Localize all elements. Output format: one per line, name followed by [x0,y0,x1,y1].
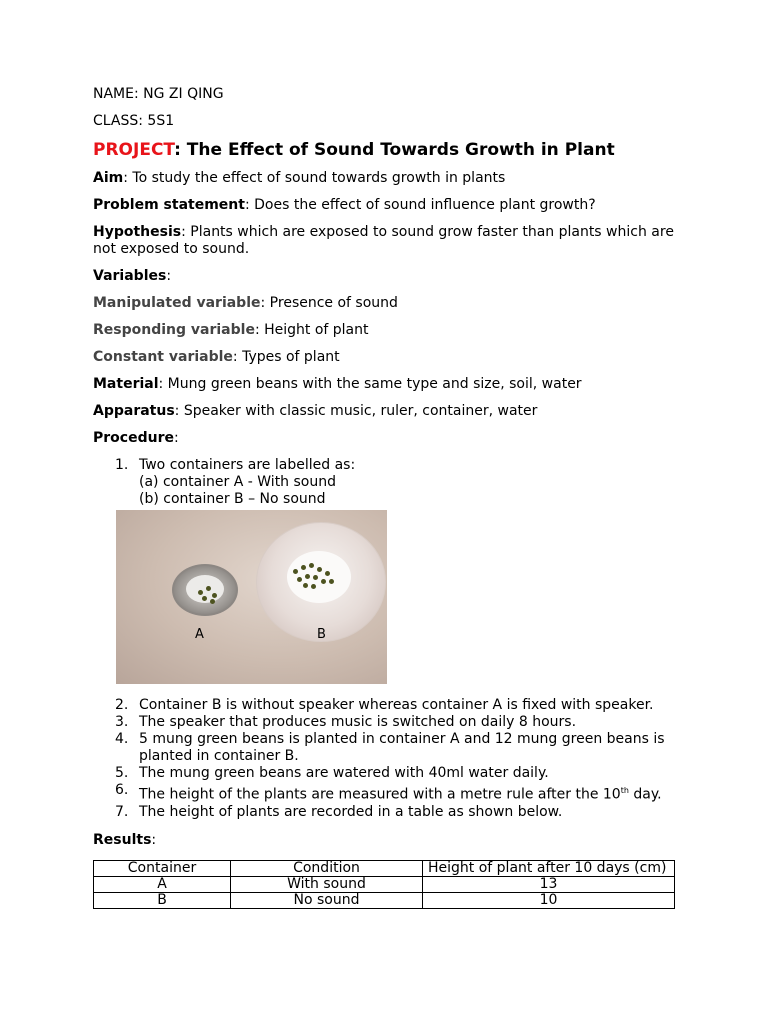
material-text: : Mung green beans with the same type and size, soil, water [158,376,582,392]
procedure-step-6 [93,782,683,804]
document-page [93,86,683,909]
responding-label: Responding variable [93,322,255,338]
procedure-heading [93,430,683,447]
student-name: NAME: NG ZI QING [93,86,224,102]
table-cell: B [94,892,231,908]
aim-text: : To study the effect of sound towards growth in plants [123,170,506,186]
step-1-line-1: Two containers are labelled as: [139,457,356,473]
step-text: The height of plants are recorded in a table as shown below. [139,803,563,820]
material-label: Material [93,376,159,392]
procedure-list-part1 [93,457,683,508]
responding-text: : Height of plant [254,322,369,338]
hypothesis [93,224,683,258]
project-title-text: : The Effect of Sound Towards Growth in Plant [174,140,615,160]
step-superscript: th [620,786,629,795]
photo-label-a: A [195,627,204,642]
results-label: Results [93,831,152,848]
step-1-line-3: (b) container B – No sound [139,491,326,507]
manipulated-text: : Presence of sound [260,295,398,311]
procedure-step-2 [93,697,683,714]
table-row [94,892,675,908]
apparatus [93,403,683,420]
student-class: CLASS: 5S1 [93,113,175,129]
step-text: The speaker that produces music is switched on daily 8 hours. [139,714,577,730]
table-header-cell: Container [94,860,231,876]
responding-variable [93,322,683,339]
step-text: 5 mung green beans is planted in container A and 12 mung green beans is planted in container B. [139,731,665,764]
step-text: The mung green beans are watered with 40ml water daily. [139,765,549,781]
apparatus-text: : Speaker with classic music, ruler, container, water [174,403,538,419]
procedure-step-5 [93,765,683,782]
table-cell: No sound [231,892,423,908]
manipulated-label: Manipulated variable [93,295,261,311]
container-a-dish [172,564,238,616]
aim-label: Aim [93,170,124,186]
container-b-dish [256,522,386,642]
material [93,376,683,393]
variables-suffix: : [166,268,172,284]
step-1-line-2: (a) container A - With sound [139,474,336,490]
variables-heading [93,268,683,285]
project-title [93,140,683,160]
table-header-cell: Height of plant after 10 days (cm) [423,860,675,876]
table-cell: A [94,876,231,892]
procedure-label: Procedure [93,430,174,446]
problem-statement [93,197,683,214]
procedure-step-4 [93,731,683,765]
manipulated-variable [93,295,683,312]
problem-text: : Does the effect of sound influence plant growth? [244,197,596,213]
results-table [93,860,675,909]
step-text: Container B is without speaker whereas container A is fixed with speaker. [139,697,654,713]
step-number: 2. [115,697,129,713]
photo-label-b: B [317,627,326,642]
hypothesis-text: : Plants which are exposed to sound grow faster than plants which are not exposed to sound. [93,224,674,257]
constant-text: : Types of plant [232,349,340,365]
constant-variable [93,349,683,366]
step-text-before: The height of the plants are measured with a metre rule after the 10 [139,786,621,803]
procedure-step-1 [93,457,683,508]
table-header-row [94,860,675,876]
procedure-suffix: : [173,430,179,446]
problem-label: Problem statement [93,197,245,213]
apparatus-label: Apparatus [93,403,175,419]
table-cell: 10 [423,892,675,908]
table-cell: With sound [231,876,423,892]
aim [93,170,683,187]
experiment-photo [116,510,387,684]
step-number: 5. [115,765,129,781]
step-number: 6. [115,782,129,798]
project-word: PROJECT [93,140,175,160]
step-number: 7. [115,803,129,820]
results-heading [93,832,683,849]
table-cell: 13 [423,876,675,892]
step-number: 3. [115,714,129,730]
step-number: 1. [115,457,129,473]
results-suffix: : [151,831,157,848]
procedure-step-3 [93,714,683,731]
step-number: 4. [115,731,129,747]
table-header-cell: Condition [231,860,423,876]
procedure-step-7 [93,804,683,821]
hypothesis-label: Hypothesis [93,224,182,240]
constant-label: Constant variable [93,349,233,365]
table-row [94,876,675,892]
step-text-after: day. [628,786,662,803]
procedure-list-part2 [93,697,683,821]
variables-label: Variables [93,268,167,284]
